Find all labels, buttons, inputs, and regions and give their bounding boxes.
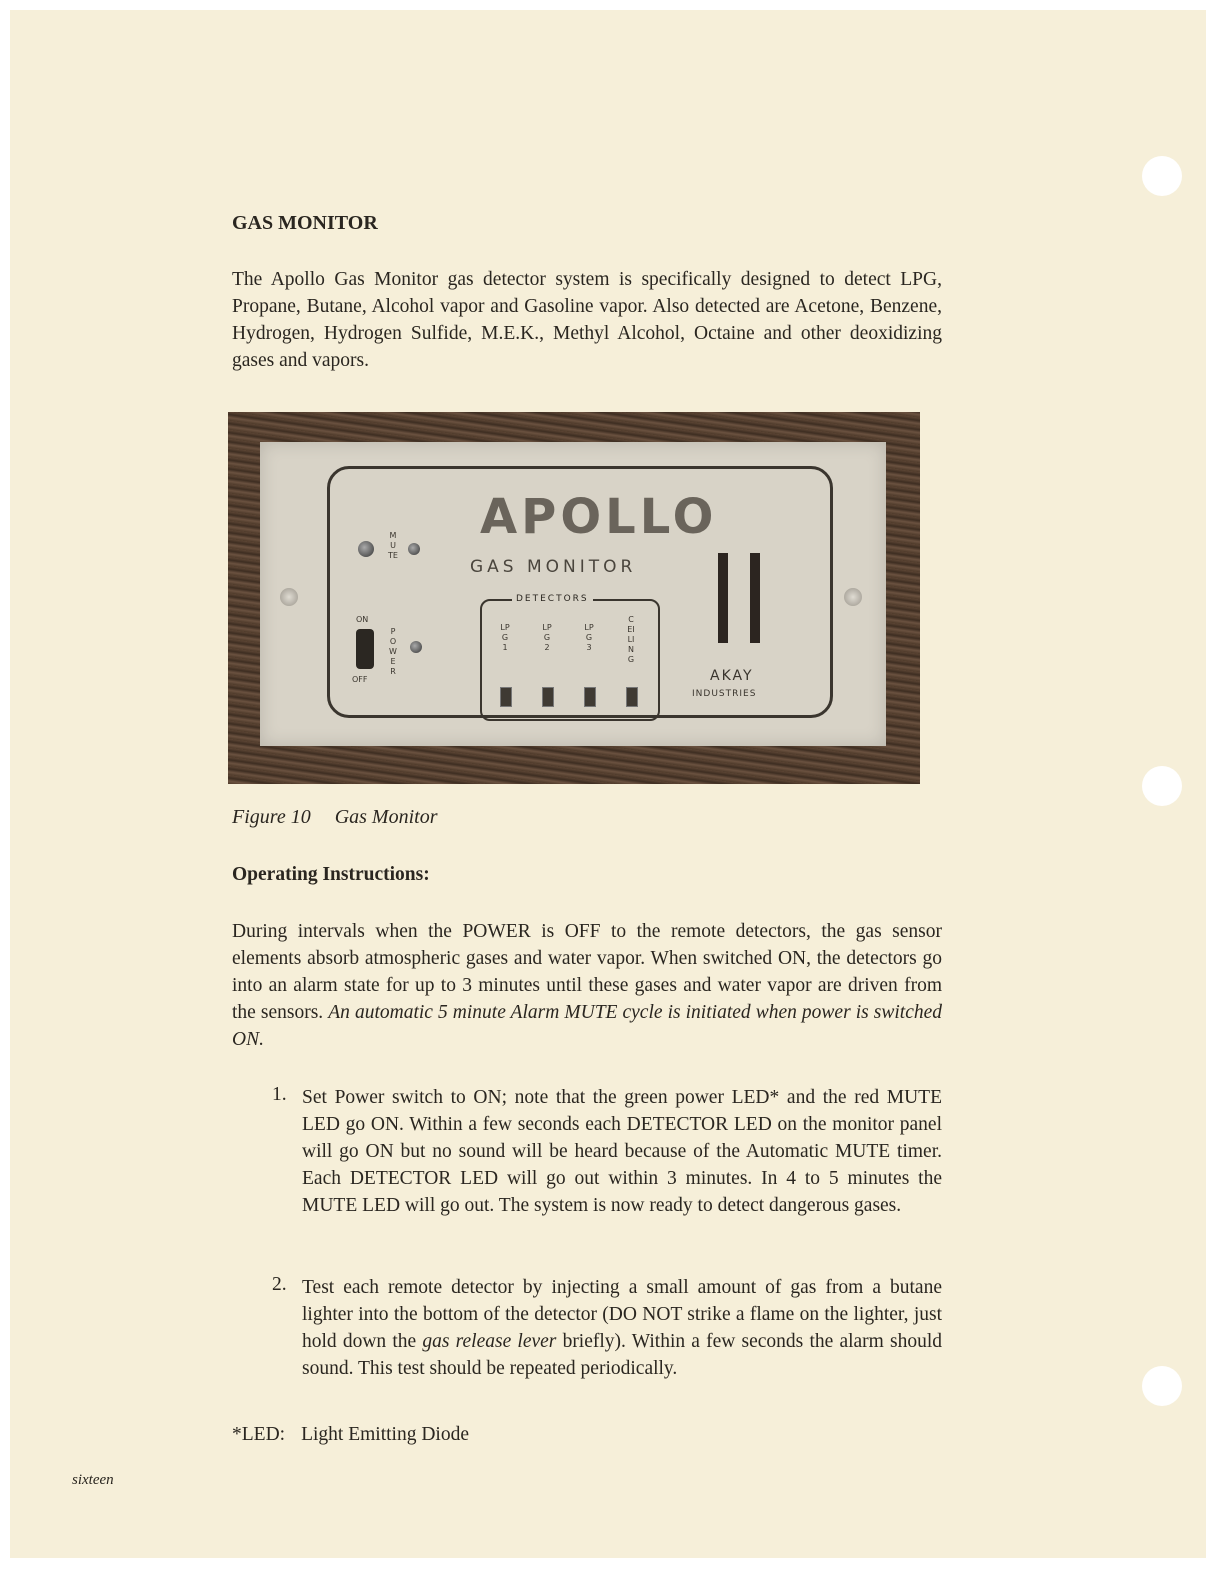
detector-label: CEILING [627, 615, 635, 664]
operating-paragraph [232, 918, 942, 1053]
detector-label: LPG 3 [584, 623, 594, 652]
detector-led-icon [626, 687, 638, 707]
step-text [302, 1274, 942, 1382]
screw-icon [844, 588, 862, 606]
step-number: 1. [272, 1084, 287, 1105]
document-page [10, 10, 1206, 1558]
detector-led-icon [542, 687, 554, 707]
on-label: ON [356, 615, 369, 624]
power-led-icon [410, 641, 422, 653]
operating-text-italic: An automatic 5 minute Alarm MUTE cycle is initiated when power is switched ON. [232, 1002, 943, 1050]
off-label: OFF [352, 675, 368, 684]
figure-number: Figure 10 [232, 806, 311, 828]
detector-led-icon [584, 687, 596, 707]
binder-hole [1142, 156, 1182, 196]
step-text-italic: gas release lever [422, 1331, 557, 1352]
detectors-title: DETECTORS [512, 594, 593, 604]
maker-name: AKAY [710, 668, 754, 684]
section-heading: GAS MONITOR [232, 212, 378, 234]
power-switch-icon [356, 629, 374, 669]
detector-led-icon [500, 687, 512, 707]
maker-subtitle: INDUSTRIES [692, 689, 757, 699]
binder-hole [1142, 1366, 1182, 1406]
screw-icon [280, 588, 298, 606]
speaker-slot-icon [718, 553, 728, 643]
speaker-slot-icon [750, 553, 760, 643]
detector-label: LPG 1 [500, 623, 510, 652]
footnote [232, 1424, 469, 1446]
panel-frame [327, 466, 833, 718]
mute-led-icon [408, 543, 420, 555]
detectors-box [480, 594, 660, 721]
intro-paragraph: The Apollo Gas Monitor gas detector system is specifically designed to detect LPG, Propane, Butane, Alcohol vapor and Gasoline vapor. Also detected are Acetone, Benzene, Hydrogen, Hydrogen Sulfide, M.E.K., Methyl Alcohol, Octaine and other deoxidizing gases and vapors. [232, 269, 942, 371]
step-text: Set Power switch to ON; note that the green power LED* and the red MUTE LED go ON. Within a few seconds each DETECTOR LED on the monitor panel will go ON but no sound will be heard because of the Automatic MUTE timer. Each DETECTOR LED will go out within 3 minutes. In 4 to 5 minutes the MUTE LED will go out. The system is now ready to detect dangerous gases. [302, 1087, 942, 1216]
mute-button-icon [358, 541, 374, 557]
footnote-term: *LED: [232, 1424, 286, 1445]
power-label: POWER [389, 627, 397, 676]
binder-hole [1142, 766, 1182, 806]
operating-text: During intervals when the POWER is OFF to the remote detectors, the gas sensor elements absorb atmospheric gases and water vapor. When switched ON, the detectors go into an alarm state for up to 3 minutes until these gases and water vapor are driven from the sensors. [232, 921, 942, 1023]
gas-monitor-photo [228, 412, 920, 784]
step-text-part: briefly). Within a few seconds the alarm should sound. This test should be repeated periodically. [302, 1331, 943, 1379]
figure-caption [232, 806, 438, 829]
footnote-definition: Light Emitting Diode [301, 1424, 469, 1445]
monitor-faceplate [260, 442, 886, 746]
step-number: 2. [272, 1274, 287, 1295]
detector-label: LPG 2 [542, 623, 552, 652]
figure-title: Gas Monitor [334, 806, 438, 828]
brand-name: APOLLO [480, 489, 718, 545]
step-text-part: Test each remote detector by injecting a small amount of gas from a butane lighter into the bottom of the detector (DO NOT strike a flame on the lighter, just hold down the [302, 1277, 942, 1352]
mute-label: MUTE [388, 531, 398, 560]
brand-subtitle: GAS MONITOR [470, 557, 637, 577]
operating-heading: Operating Instructions: [232, 864, 430, 885]
page-label: sixteen [72, 1472, 114, 1488]
